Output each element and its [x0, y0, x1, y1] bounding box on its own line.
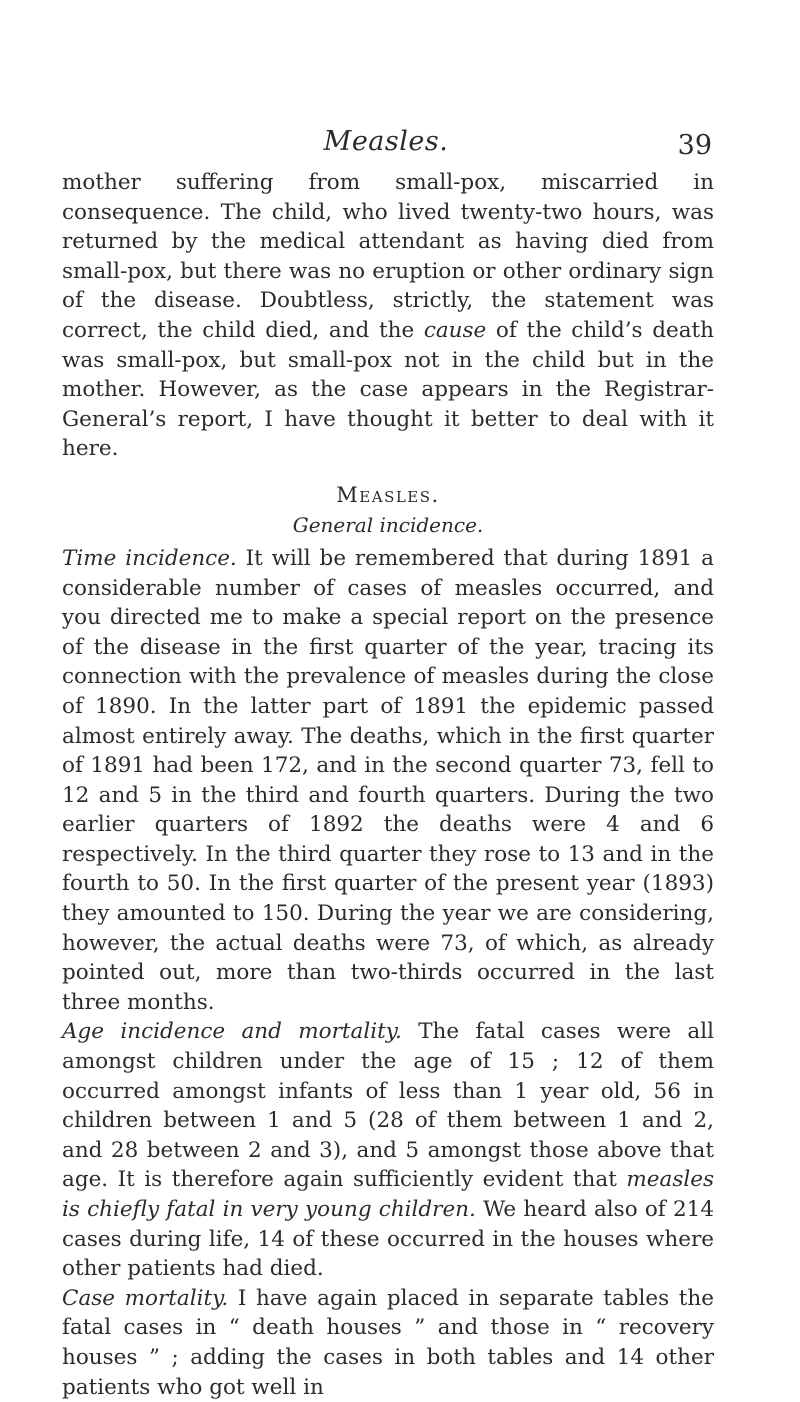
paragraph-2-lead: Time incidence. [62, 545, 237, 571]
page-number: 39 [677, 130, 712, 161]
section-heading: Measles. [336, 482, 440, 507]
paragraph-3-emphasis: measles is chiefly fatal in very young children. [62, 1167, 714, 1222]
paragraph-continued [62, 168, 714, 464]
paragraph-3-text-a: The fatal cases were all amongst children under the age of 15 ; 12 of them occurred amongst infants of less than 1 year old, 56 in children between 1 and 5 (28 of them between 1 and 2, and 28 between 2 and 3), and 5 amongst those above that age. It is therefore again sufficiently evident that [62, 1019, 714, 1193]
body-text [62, 168, 714, 1402]
paragraph-age-incidence [62, 1017, 714, 1283]
paragraph-time-incidence [62, 544, 714, 1018]
paragraph-1-text-b: of the child’s death was small-pox, but small-pox not in the child but in the mother. However, as the case appears in the Registrar-General’s report, I have thought it better to deal with it here. [62, 317, 714, 462]
paragraph-3-text-b: We heard also of 214 cases during life, 14 of these occurred in the houses where other patients had died. [62, 1197, 715, 1282]
section-subheading: General incidence. [292, 512, 484, 537]
paragraph-4-lead: Case mortality. [62, 1285, 229, 1311]
paragraph-2-text: It will be remembered that during 1891 a considerable number of cases of measles occurred, and you directed me to make a special report on the presence of the disease in the first quarter of the year, tracing its connection with the prevalence of measles during the close of 1890. In the latter part of 1891 the epidemic passed almost entirely away. The deaths, which in the first quarter of 1891 had been 172, and in the second quarter 73, fell to 12 and 5 in the third and fourth quarters. During the two earlier quarters of 1892 the deaths were 4 and 6 respectively. In the third quarter they rose to 13 and in the fourth to 50. In the first quarter of the present year (1893) they amounted to 150. During the year we are considering, however, the actual deaths were 73, of which, as already pointed out, more than two-thirds occurred in the last three months. [62, 545, 714, 1015]
paragraph-case-mortality [62, 1284, 714, 1402]
paragraph-4-text: I have again placed in separate tables the fatal cases in “ death houses ” and those in “ recovery houses ” ; adding the cases in both tables and 14 other patients who got well in [62, 1285, 714, 1400]
running-head-title: Measles. [323, 126, 449, 157]
paragraph-3-lead: Age incidence and mortality. [62, 1019, 402, 1045]
paragraph-1-text-a: mother suffering from small-pox, miscarried in consequence. The child, who lived twenty-two hours, was returned by the medical attendant as having died from small-pox, but there was no eruption or other ordinary sign of the disease. Doubtless, strictly, the statement was correct, the child died, and the [62, 170, 714, 343]
paragraph-1-emphasis: cause [423, 317, 487, 343]
running-head [60, 126, 712, 166]
